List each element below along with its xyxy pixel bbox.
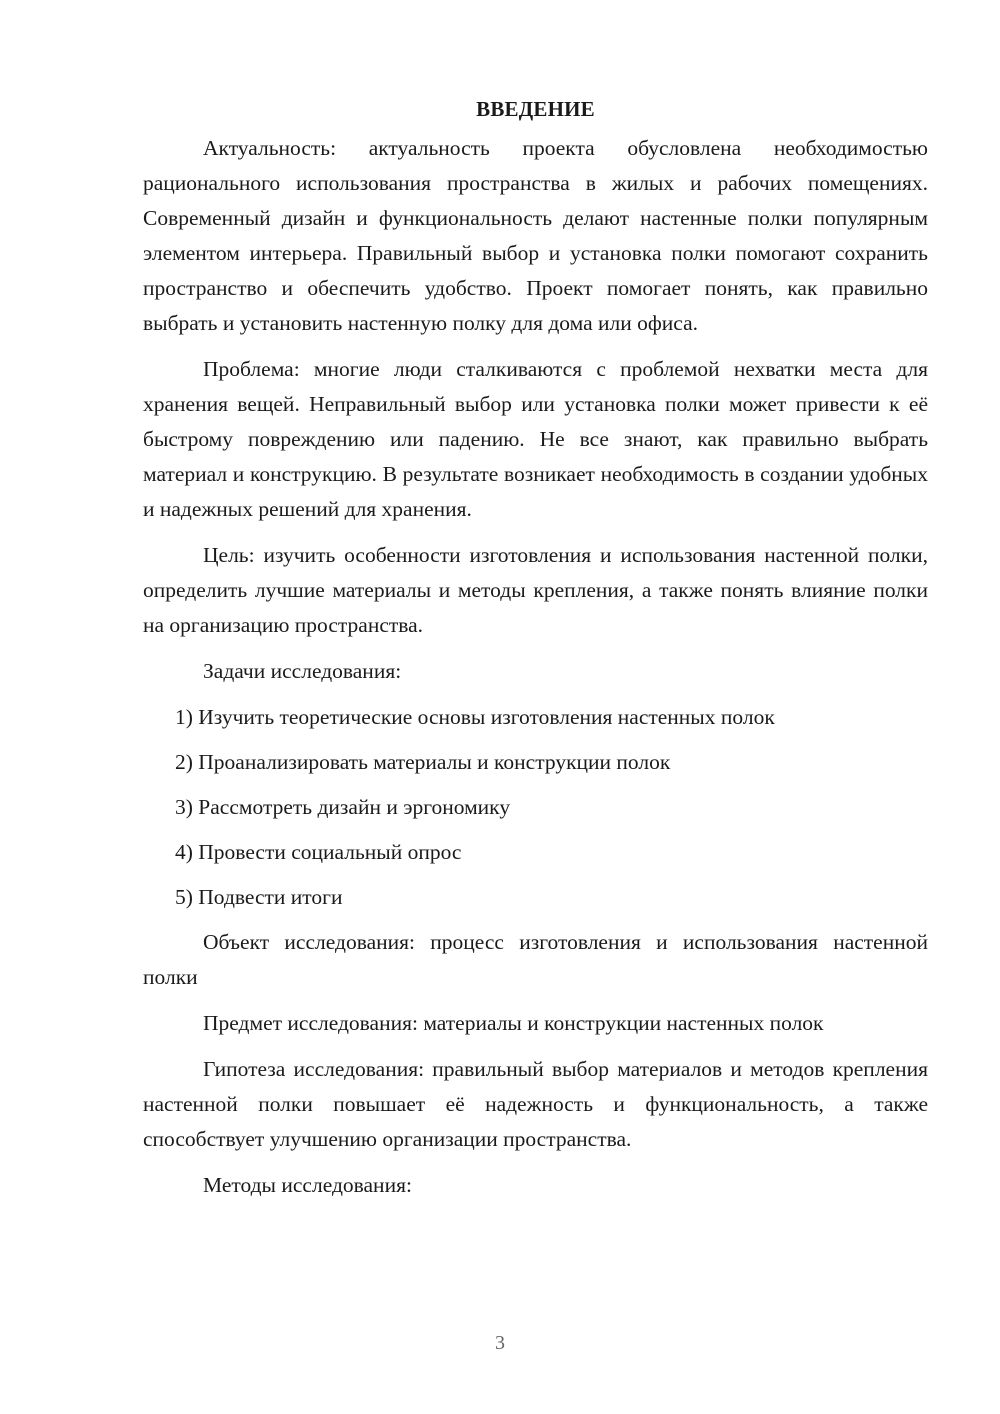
list-item: 2) Проанализировать материалы и конструкции полок [175,750,671,774]
document-page [143,94,928,1214]
list-item: 3) Рассмотреть дизайн и эргономику [175,795,511,819]
paragraph-tasks-heading: Задачи исследования: [203,659,402,683]
page-title: ВВЕДЕНИЕ [476,97,595,121]
paragraph-problem: Проблема: многие люди сталкиваются с проблемой нехватки места для хранения вещей. Неправильный выбор или установка полки может привести к её быстрому повреждению или падению. Не все знают, как правильно выбрать материал и конструкцию. В результате возникает необходимость в создании удобных и надежных решений для хранения. [143,357,928,521]
list-item: 1) Изучить теоретические основы изготовления настенных полок [175,705,775,729]
page-number: 3 [495,1332,505,1354]
paragraph-relevance: Актуальность: актуальность проекта обусловлена необходимостью рационального использования пространства в жилых и рабочих помещениях. Современный дизайн и функциональность делают настенные полки популярным элементом интерьера. Правильный выбор и установка полки помогают сохранить пространство и обеспечить удобство. Проект помогает понять, как правильно выбрать и установить настенную полку для дома или офиса. [143,136,928,335]
list-item: 4) Провести социальный опрос [175,840,462,864]
paragraph-hypothesis: Гипотеза исследования: правильный выбор материалов и методов крепления настенной полки повышает её надежность и функциональность, а также способствует улучшению организации пространства. [143,1057,928,1151]
paragraph-goal: Цель: изучить особенности изготовления и использования настенной полки, определить лучшие материалы и методы крепления, а также понять влияние полки на организацию пространства. [143,543,928,637]
paragraph-subject: Предмет исследования: материалы и конструкции настенных полок [203,1011,824,1035]
paragraph-object: Объект исследования: процесс изготовления и использования настенной полки [143,930,928,989]
list-item: 5) Подвести итоги [175,885,343,909]
paragraph-methods-heading: Методы исследования: [203,1173,412,1197]
